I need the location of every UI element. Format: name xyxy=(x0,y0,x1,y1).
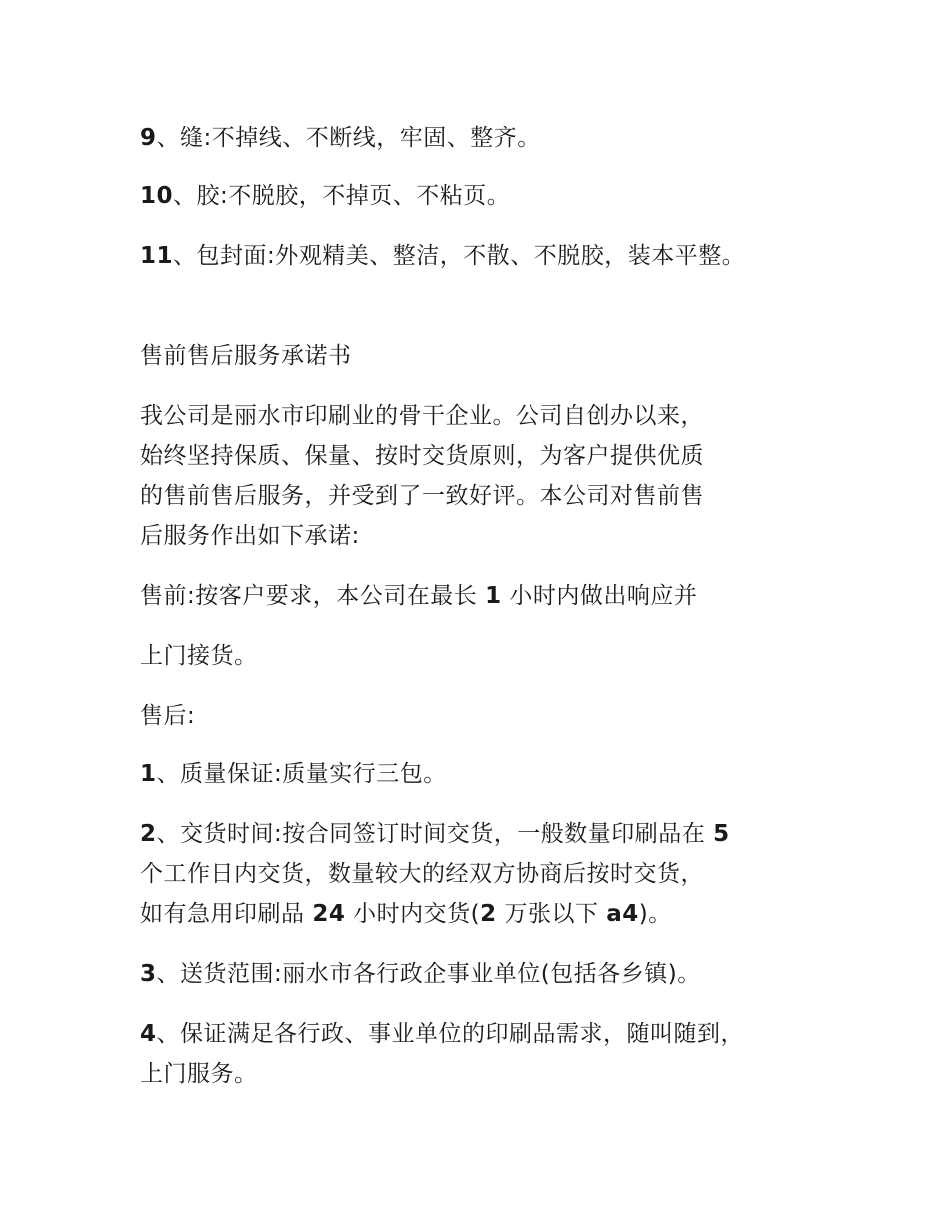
presale-text: 售前:按客户要求，本公司在最长 xyxy=(140,583,478,609)
presale-hours: 1 xyxy=(485,583,502,609)
item-text: 、包封面:外观精美、整洁，不散、不脱胶，装本平整。 xyxy=(173,243,746,269)
item-text: 、交货时间:按合同签订时间交货，一般数量印刷品在 xyxy=(156,821,706,847)
section-heading: 售前售后服务承诺书 xyxy=(140,343,352,369)
quantity-limit: 2 xyxy=(480,901,497,927)
urgent-hours: 24 xyxy=(312,901,346,927)
item-number: 11 xyxy=(140,243,174,269)
item-number: 4 xyxy=(140,1021,157,1047)
item-text: 、保证满足各行政、事业单位的印刷品需求，随叫随到， xyxy=(156,1021,745,1047)
paper-size: a4 xyxy=(606,901,639,927)
aftersale-item-2-line-3 xyxy=(140,899,672,929)
item-number: 9 xyxy=(140,125,157,151)
item-number: 2 xyxy=(140,821,157,847)
item-text: 如有急用印刷品 xyxy=(140,901,305,927)
item-text: 、胶:不脱胶，不掉页、不粘页。 xyxy=(173,183,511,209)
intro-line-1: 我公司是丽水市印刷业的骨干企业。公司自创办以来， xyxy=(140,403,704,429)
item-text: 、送货范围:丽水市各行政企事业单位(包括各乡镇)。 xyxy=(156,961,701,987)
intro-line-2: 始终坚持保质、保量、按时交货原则，为客户提供优质 xyxy=(140,443,704,469)
aftersale-item-2-line-1 xyxy=(140,819,730,849)
presale-line-1 xyxy=(140,581,697,611)
item-text: 、质量保证:质量实行三包。 xyxy=(156,761,447,787)
aftersale-item-2-line-2: 个工作日内交货，数量较大的经双方协商后按时交货， xyxy=(140,861,704,887)
item-text: 小时内交货( xyxy=(353,901,481,927)
list-item-10 xyxy=(140,181,510,211)
item-number: 1 xyxy=(140,761,157,787)
aftersale-item-1 xyxy=(140,759,447,789)
item-text: 万张以下 xyxy=(504,901,599,927)
aftersale-item-4-line-1 xyxy=(140,1019,744,1049)
delivery-days: 5 xyxy=(713,821,730,847)
list-item-9 xyxy=(140,123,541,153)
aftersale-item-3 xyxy=(140,959,701,989)
list-item-11 xyxy=(140,241,745,271)
item-number: 10 xyxy=(140,183,174,209)
presale-line-2: 上门接货。 xyxy=(140,643,258,669)
presale-text-end: 小时内做出响应并 xyxy=(509,583,698,609)
item-number: 3 xyxy=(140,961,157,987)
item-text: 、缝:不掉线、不断线，牢固、整齐。 xyxy=(156,125,541,151)
aftersale-item-4-line-2: 上门服务。 xyxy=(140,1061,258,1087)
item-text: )。 xyxy=(638,901,672,927)
intro-line-3: 的售前售后服务，并受到了一致好评。本公司对售前售 xyxy=(140,483,704,509)
intro-line-4: 后服务作出如下承诺: xyxy=(140,523,360,549)
aftersale-label: 售后: xyxy=(140,703,196,729)
